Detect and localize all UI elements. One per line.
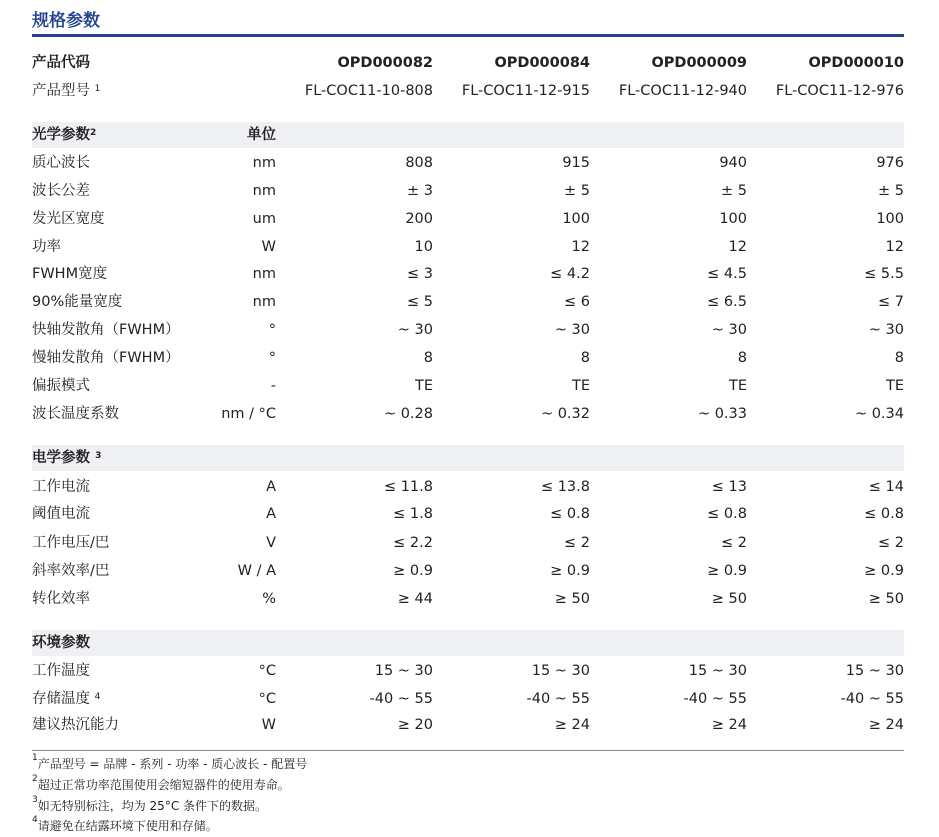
product-model-2: FL-COC11-12-915 xyxy=(461,83,590,99)
optical-value: 12 xyxy=(571,239,590,255)
optical-value: ≤ 4.5 xyxy=(707,266,747,282)
electrical-param-name: 阈值电流 xyxy=(32,506,90,522)
optical-row xyxy=(32,206,904,232)
product-model-3: FL-COC11-12-940 xyxy=(618,83,747,99)
footnote-number: 2 xyxy=(32,774,38,784)
electrical-param-name: 工作电流 xyxy=(32,479,90,495)
environment-value: ≥ 24 xyxy=(554,717,590,733)
footnote-item xyxy=(32,755,307,772)
environment-value: -40 ~ 55 xyxy=(526,691,590,707)
optical-value: ~ 0.33 xyxy=(697,406,747,422)
optical-value: ~ 0.32 xyxy=(540,406,590,422)
electrical-value: ≤ 2 xyxy=(564,535,590,551)
electrical-value: ≤ 0.8 xyxy=(550,506,590,522)
optical-row xyxy=(32,345,904,371)
environment-value: 15 ~ 30 xyxy=(374,663,433,679)
product-code-1: OPD000082 xyxy=(337,55,433,71)
environment-unit: °C xyxy=(258,691,276,707)
footnote-divider xyxy=(32,750,904,751)
footnote-number: 4 xyxy=(32,815,38,825)
optical-value: 8 xyxy=(737,350,747,366)
footnote-ref-3: 3 xyxy=(95,451,102,461)
electrical-value: ≤ 2.2 xyxy=(393,535,433,551)
optical-unit: nm xyxy=(252,155,276,171)
environment-value: -40 ~ 55 xyxy=(840,691,904,707)
optical-row xyxy=(32,261,904,287)
optical-value: 12 xyxy=(885,239,904,255)
electrical-param-name: 转化效率 xyxy=(32,591,90,607)
optical-unit: nm xyxy=(252,294,276,310)
optical-value: TE xyxy=(885,378,904,394)
optical-value: ~ 0.28 xyxy=(383,406,433,422)
product-code-row xyxy=(32,50,904,76)
electrical-value: ≥ 50 xyxy=(868,591,904,607)
electrical-value: ≥ 0.9 xyxy=(393,563,433,579)
environment-value: -40 ~ 55 xyxy=(369,691,433,707)
electrical-value: ≤ 11.8 xyxy=(383,479,433,495)
optical-param-name: 90%能量宽度 xyxy=(32,294,123,310)
unit-header: 单位 xyxy=(247,127,276,143)
environment-param-name: 建议热沉能力 xyxy=(32,717,119,733)
optical-value: ~ 30 xyxy=(554,322,590,338)
footnote-item xyxy=(32,817,218,834)
electrical-section-header xyxy=(32,445,904,471)
optical-value: ± 5 xyxy=(721,183,747,199)
environment-section-title: 环境参数 xyxy=(32,635,90,651)
optical-value: ≤ 3 xyxy=(407,266,433,282)
optical-param-name: 发光区宽度 xyxy=(32,211,105,227)
electrical-row xyxy=(32,586,904,612)
optical-unit: W xyxy=(261,239,276,255)
electrical-unit: A xyxy=(266,506,276,522)
optical-unit: nm xyxy=(252,183,276,199)
optical-unit: ° xyxy=(268,322,276,338)
footnote-text: 请避免在结露环境下使用和存储。 xyxy=(37,819,218,833)
optical-param-name: 波长公差 xyxy=(32,183,90,199)
optical-value: ≤ 6.5 xyxy=(707,294,747,310)
optical-value: ~ 30 xyxy=(711,322,747,338)
optical-value: 100 xyxy=(562,211,590,227)
optical-section-header xyxy=(32,122,904,148)
optical-value: ± 5 xyxy=(878,183,904,199)
electrical-label: 电学参数 xyxy=(32,450,90,466)
title-divider xyxy=(32,34,904,37)
optical-section-title xyxy=(32,122,96,148)
optical-row xyxy=(32,289,904,315)
optical-value: ± 5 xyxy=(564,183,590,199)
footnote-number: 3 xyxy=(32,795,38,805)
optical-row xyxy=(32,234,904,260)
environment-value: ≥ 20 xyxy=(397,717,433,733)
electrical-value: ≤ 13.8 xyxy=(540,479,590,495)
footnote-text: 如无特别标注，均为 25°C 条件下的数据。 xyxy=(37,799,268,813)
optical-row xyxy=(32,401,904,427)
optical-param-name: 功率 xyxy=(32,239,61,255)
product-model-label-cell xyxy=(32,78,100,104)
footnote-number: 1 xyxy=(32,753,38,763)
environment-unit: W xyxy=(261,717,276,733)
environment-value: 15 ~ 30 xyxy=(688,663,747,679)
product-code-4: OPD000010 xyxy=(808,55,904,71)
product-code-label: 产品代码 xyxy=(32,55,90,71)
optical-param-name: 波长温度系数 xyxy=(32,406,119,422)
optical-value: 12 xyxy=(728,239,747,255)
optical-param-name: 快轴发散角（FWHM） xyxy=(32,322,180,338)
electrical-value: ≤ 2 xyxy=(721,535,747,551)
optical-value: ± 3 xyxy=(407,183,433,199)
footnote-item xyxy=(32,776,290,793)
optical-unit: um xyxy=(252,211,276,227)
environment-unit: °C xyxy=(258,663,276,679)
environment-value: ≥ 24 xyxy=(711,717,747,733)
product-code-3: OPD000009 xyxy=(651,55,747,71)
environment-value: ≥ 24 xyxy=(868,717,904,733)
optical-value: 10 xyxy=(414,239,433,255)
environment-param-name: 存储温度 $^4$ xyxy=(32,691,101,707)
footnote-text: 超过正常功率范围使用会缩短器件的使用寿命。 xyxy=(37,778,290,792)
optical-value: ≤ 5.5 xyxy=(864,266,904,282)
optical-value: 100 xyxy=(719,211,747,227)
electrical-param-name: 工作电压/巴 xyxy=(32,535,110,551)
environment-section-header xyxy=(32,630,904,656)
electrical-row xyxy=(32,474,904,500)
product-model-label: 产品型号 xyxy=(32,83,90,99)
environment-value: 15 ~ 30 xyxy=(845,663,904,679)
electrical-value: ≥ 0.9 xyxy=(550,563,590,579)
optical-value: TE xyxy=(571,378,590,394)
footnote-ref-2: 2 xyxy=(90,128,97,138)
footnote-ref-1: 1 xyxy=(94,84,101,94)
optical-row xyxy=(32,178,904,204)
footnote-text: 产品型号 = 品牌 - 系列 - 功率 - 质心波长 - 配置号 xyxy=(37,757,308,771)
electrical-value: ≥ 0.9 xyxy=(864,563,904,579)
optical-label: 光学参数 xyxy=(32,127,90,143)
optical-value: ≤ 4.2 xyxy=(550,266,590,282)
product-model-row xyxy=(32,78,904,104)
optical-value: ~ 0.34 xyxy=(854,406,904,422)
optical-value: 8 xyxy=(894,350,904,366)
optical-unit: nm xyxy=(252,266,276,282)
electrical-value: ≤ 0.8 xyxy=(864,506,904,522)
optical-value: TE xyxy=(728,378,747,394)
electrical-param-name: 斜率效率/巴 xyxy=(32,563,110,579)
optical-value: 976 xyxy=(876,155,904,171)
environment-value: 15 ~ 30 xyxy=(531,663,590,679)
optical-value: 940 xyxy=(719,155,747,171)
environment-row xyxy=(32,712,904,738)
optical-value: TE xyxy=(414,378,433,394)
optical-row xyxy=(32,373,904,399)
environment-row xyxy=(32,686,904,712)
electrical-unit: W / A xyxy=(237,563,276,579)
optical-value: 8 xyxy=(423,350,433,366)
optical-row xyxy=(32,150,904,176)
environment-param-name: 工作温度 xyxy=(32,663,90,679)
optical-value: ≤ 6 xyxy=(564,294,590,310)
optical-param-name: 质心波长 xyxy=(32,155,90,171)
product-model-1: FL-COC11-10-808 xyxy=(304,83,433,99)
electrical-value: ≥ 50 xyxy=(711,591,747,607)
optical-value: ~ 30 xyxy=(397,322,433,338)
product-model-4: FL-COC11-12-976 xyxy=(775,83,904,99)
electrical-value: ≤ 14 xyxy=(868,479,904,495)
optical-value: ~ 30 xyxy=(868,322,904,338)
electrical-value: ≥ 0.9 xyxy=(707,563,747,579)
page-title: 规格参数 xyxy=(32,11,100,31)
optical-value: ≤ 7 xyxy=(878,294,904,310)
optical-param-name: 慢轴发散角（FWHM） xyxy=(32,350,180,366)
footnote-ref: 4 xyxy=(94,692,101,702)
optical-unit: nm / °C xyxy=(221,406,276,422)
electrical-value: ≥ 50 xyxy=(554,591,590,607)
optical-value: 100 xyxy=(876,211,904,227)
electrical-row xyxy=(32,501,904,527)
electrical-value: ≤ 1.8 xyxy=(393,506,433,522)
electrical-unit: V xyxy=(266,535,276,551)
optical-value: 808 xyxy=(405,155,433,171)
electrical-value: ≥ 44 xyxy=(397,591,433,607)
electrical-value: ≤ 13 xyxy=(711,479,747,495)
electrical-unit: A xyxy=(266,479,276,495)
electrical-row xyxy=(32,558,904,584)
environment-row xyxy=(32,658,904,684)
optical-value: 915 xyxy=(562,155,590,171)
optical-param-name: 偏振模式 xyxy=(32,378,90,394)
product-code-2: OPD000084 xyxy=(494,55,590,71)
electrical-value: ≤ 2 xyxy=(878,535,904,551)
electrical-section-title xyxy=(32,445,101,471)
electrical-unit: % xyxy=(262,591,276,607)
electrical-row xyxy=(32,530,904,556)
footnote-item xyxy=(32,797,267,814)
optical-unit: ° xyxy=(268,350,276,366)
optical-unit: - xyxy=(270,378,276,394)
electrical-value: ≤ 0.8 xyxy=(707,506,747,522)
optical-param-name: FWHM宽度 xyxy=(32,266,108,282)
optical-row xyxy=(32,317,904,343)
environment-value: -40 ~ 55 xyxy=(683,691,747,707)
optical-value: ≤ 5 xyxy=(407,294,433,310)
optical-value: 8 xyxy=(580,350,590,366)
optical-value: 200 xyxy=(405,211,433,227)
